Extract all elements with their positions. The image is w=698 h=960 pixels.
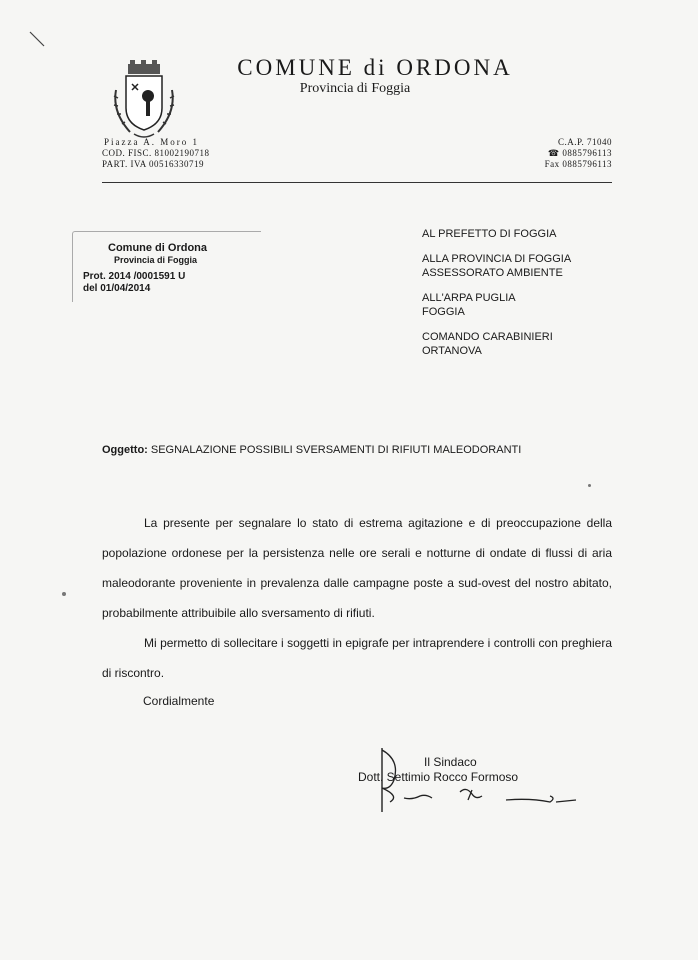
protocol-id: Prot. 2014 /0001591 U	[83, 271, 186, 282]
recipient-prefetto: AL PREFETTO DI FOGGIA	[422, 228, 557, 240]
subject-label: Oggetto:	[102, 444, 148, 456]
header-divider	[102, 182, 612, 183]
fiscal-code: COD. FISC. 81002190718	[102, 148, 210, 158]
street-address: Piazza A. Moro 1	[104, 137, 199, 147]
stamp-province: Provincia di Foggia	[114, 255, 198, 265]
body-paragraph-2: Mi permetto di sollecitare i soggetti in epigrafe per intraprendere i controlli con preghiera di riscontro.	[102, 636, 612, 680]
protocol-number	[83, 271, 185, 295]
recipient-list	[422, 227, 571, 369]
address-block-right	[520, 137, 612, 170]
recipient-arpa: ALL'ARPA PUGLIA FOGGIA	[422, 292, 516, 318]
fax-number: Fax 0885796113	[544, 159, 612, 169]
stamp-municipality: Comune di Ordona	[108, 242, 207, 254]
handwritten-signature	[360, 740, 590, 820]
scan-speck	[588, 484, 591, 487]
recipient-carabinieri: COMANDO CARABINIERI ORTANOVA	[422, 331, 553, 357]
vat-number: PART. IVA 00516330719	[102, 159, 205, 169]
scan-speck	[62, 592, 66, 596]
subject-line	[102, 444, 521, 456]
closing-salutation: Cordialmente	[143, 694, 215, 708]
address-block-left	[102, 137, 210, 170]
subject-text: SEGNALAZIONE POSSIBILI SVERSAMENTI DI RIFIUTI MALEODORANTI	[147, 444, 522, 456]
signatory-title: Il Sindaco	[424, 755, 477, 769]
municipality-title: COMUNE di ORDONA	[237, 55, 513, 80]
protocol-date: del 01/04/2014	[83, 283, 151, 294]
signatory-name: Dott. Settimio Rocco Formoso	[358, 770, 519, 784]
postal-code: C.A.P. 71040	[557, 137, 612, 147]
province-subtitle: Provincia di Foggia	[299, 81, 411, 96]
letter-body	[102, 508, 612, 688]
body-paragraph-1: La presente per segnalare lo stato di estrema agitazione e di preoccupazione della popolazione ordonese per la persistenza nelle ore serali e notturne di ondate di flussi di aria maleodorante proveniente in prevalenza dalle campagne poste a sud-ovest del nostro abitato, probabilmente attribuibile allo sversamento di rifiuti.	[102, 516, 612, 620]
recipient-provincia: ALLA PROVINCIA DI FOGGIA ASSESSORATO AMBIENTE	[422, 253, 572, 279]
phone-number: ☎ 0885796113	[547, 148, 612, 158]
corner-mark	[28, 30, 48, 50]
